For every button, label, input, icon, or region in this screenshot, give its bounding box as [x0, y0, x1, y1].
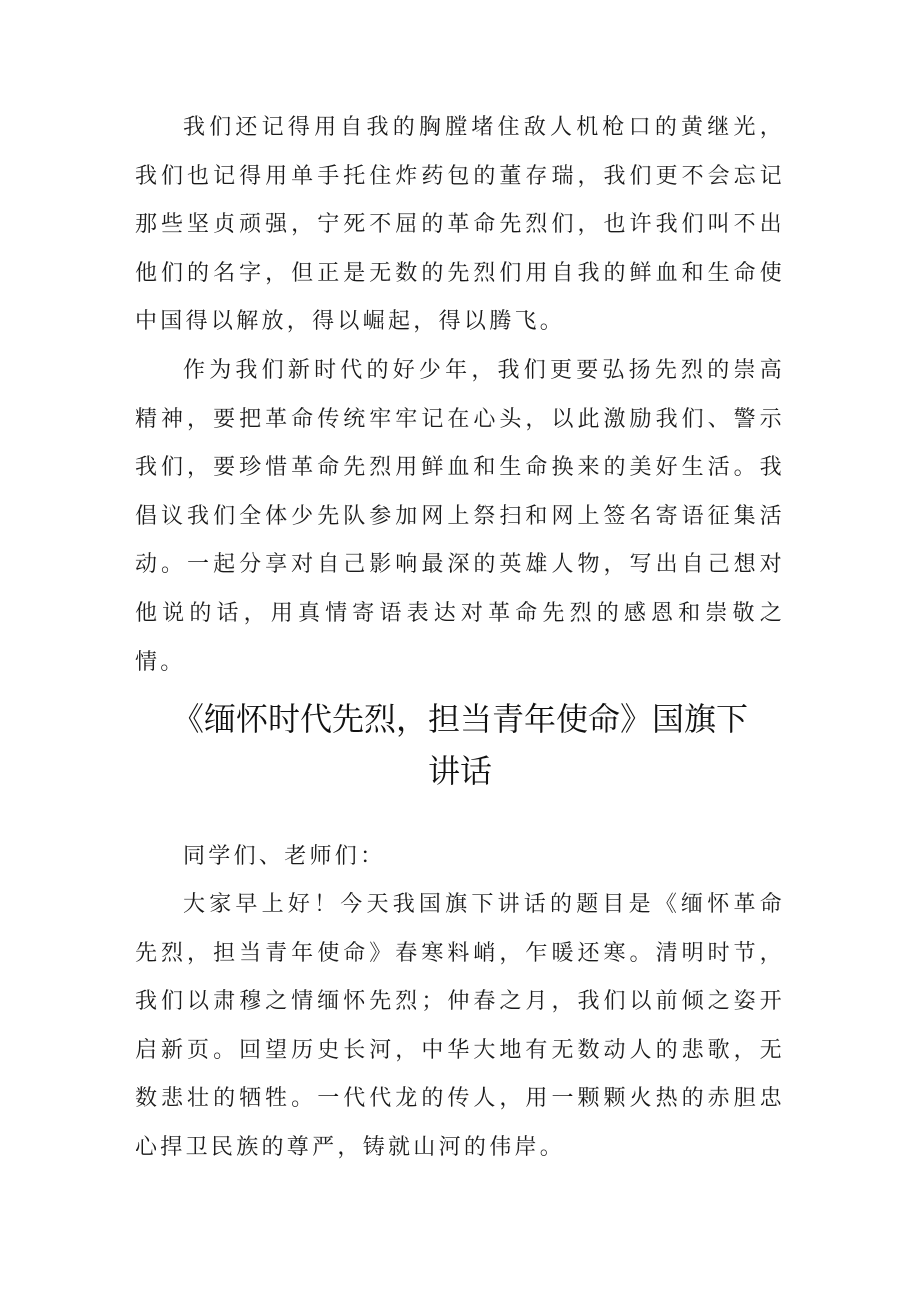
paragraph-huang-jiguang: 我们还记得用自我的胸膛堵住敌人机枪口的黄继光，我们也记得用单手托住炸药包的董存瑞，我们更不会忘记那些坚贞顽强，宁死不屈的革命先烈们，也许我们叫不出他们的名字，但正是无数的先烈们用自我的鲜血和生命使中国得以解放，得以崛起，得以腾飞。 — [135, 115, 785, 335]
paragraph-new-era-youth: 作为我们新时代的好少年，我们更要弘扬先烈的崇高精神，要把革命传统牢牢记在心头，以此激励我们、警示我们，要珍惜革命先烈用鲜血和生命换来的美好生活。我倡议我们全体少先队参加网上祭扫和网上签名寄语征集活动。一起分享对自己影响最深的英雄人物，写出自己想对他说的话，用真情寄语表达对革命先烈的感恩和崇敬之情。 — [135, 358, 785, 675]
speech-title-line-1: 《缅怀时代先烈，担当青年使命》国旗下 — [171, 700, 748, 738]
speech-title-line-2: 讲话 — [427, 752, 492, 790]
salutation: 同学们、老师们： — [183, 844, 386, 869]
speech-title — [110, 693, 810, 797]
paragraph-greeting: 大家早上好！今天我国旗下讲话的题目是《缅怀革命先烈，担当青年使命》春寒料峭，乍暖还寒。清明时节，我们以肃穆之情缅怀先烈；仲春之月，我们以前倾之姿开启新页。回望历史长河，中华大地有无数动人的悲歌，无数悲壮的牺牲。一代代龙的传人，用一颗颗火热的赤胆忠心捍卫民族的尊严，铸就山河的伟岸。 — [135, 892, 785, 1160]
